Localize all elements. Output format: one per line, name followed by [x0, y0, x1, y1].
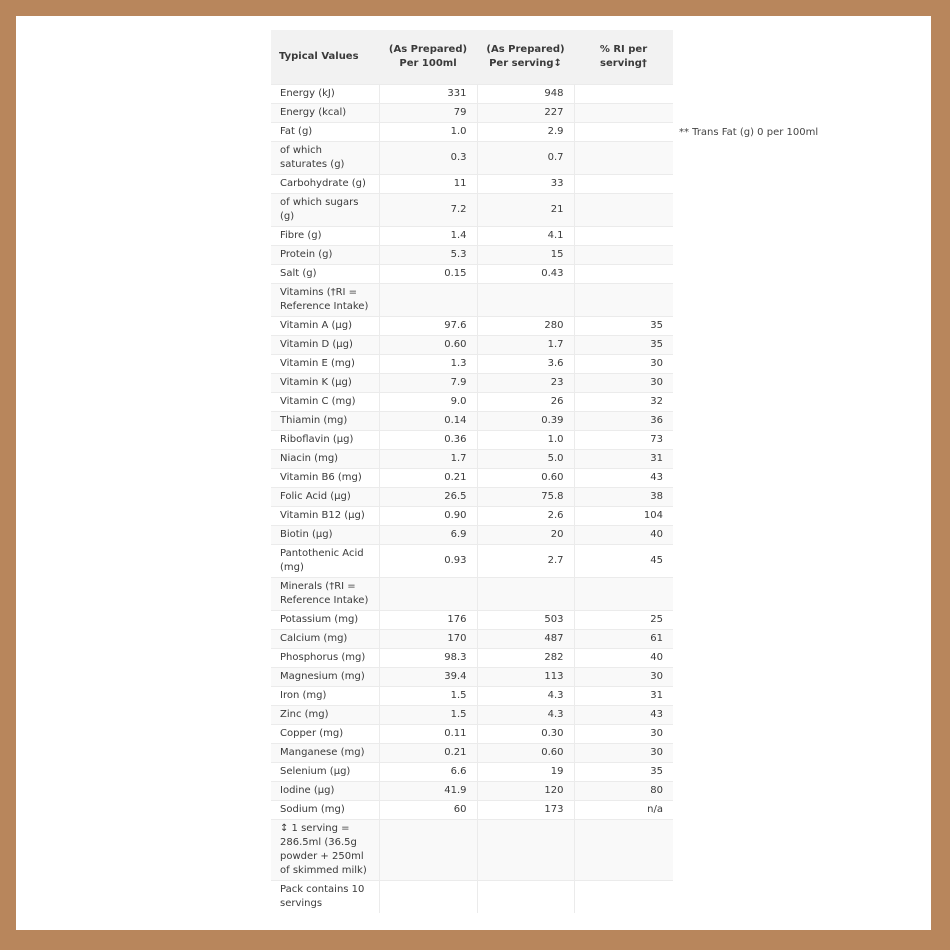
table-row: [271, 488, 673, 507]
ri-percent-value: 43: [574, 706, 673, 725]
table-row: [271, 85, 673, 104]
nutrient-label: Calcium (mg): [271, 630, 379, 649]
nutrient-label: Vitamin K (µg): [271, 374, 379, 393]
nutrient-label: Iodine (µg): [271, 782, 379, 801]
table-row: [271, 687, 673, 706]
per-100ml-value: [379, 284, 477, 317]
per-100ml-value: 176: [379, 611, 477, 630]
ri-percent-value: [574, 578, 673, 611]
nutrient-label: Minerals (†RI = Reference Intake): [271, 578, 379, 611]
table-row: [271, 706, 673, 725]
table-row: [271, 393, 673, 412]
per-100ml-value: 0.21: [379, 744, 477, 763]
per-serving-value: 948: [477, 85, 574, 104]
per-100ml-value: 0.36: [379, 431, 477, 450]
nutrient-label: Fat (g): [271, 123, 379, 142]
nutrient-label: Copper (mg): [271, 725, 379, 744]
nutrient-label: Thiamin (mg): [271, 412, 379, 431]
per-serving-value: 3.6: [477, 355, 574, 374]
ri-percent-value: 30: [574, 725, 673, 744]
table-row: [271, 782, 673, 801]
per-serving-value: 0.60: [477, 744, 574, 763]
table-row: [271, 431, 673, 450]
ri-percent-value: [574, 246, 673, 265]
table-row: [271, 227, 673, 246]
table-row: [271, 611, 673, 630]
per-serving-value: 23: [477, 374, 574, 393]
per-serving-value: 2.9: [477, 123, 574, 142]
ri-percent-value: [574, 227, 673, 246]
table-row: [271, 246, 673, 265]
ri-percent-value: 30: [574, 374, 673, 393]
nutrition-table-body: [271, 85, 673, 914]
ri-percent-value: 36: [574, 412, 673, 431]
ri-percent-value: 45: [574, 545, 673, 578]
per-serving-value: 2.7: [477, 545, 574, 578]
ri-percent-value: 31: [574, 687, 673, 706]
nutrient-label: Niacin (mg): [271, 450, 379, 469]
ri-percent-value: [574, 104, 673, 123]
per-100ml-value: 39.4: [379, 668, 477, 687]
per-serving-value: 19: [477, 763, 574, 782]
nutrient-label: Vitamin E (mg): [271, 355, 379, 374]
ri-percent-value: n/a: [574, 801, 673, 820]
nutrient-label: Zinc (mg): [271, 706, 379, 725]
per-100ml-value: 0.3: [379, 142, 477, 175]
per-100ml-value: 98.3: [379, 649, 477, 668]
per-100ml-value: 1.5: [379, 706, 477, 725]
per-100ml-value: 1.3: [379, 355, 477, 374]
ri-percent-value: 61: [574, 630, 673, 649]
nutrient-label: Phosphorus (mg): [271, 649, 379, 668]
header-per-100ml: (As Prepared) Per 100ml: [379, 30, 477, 85]
table-row: [271, 630, 673, 649]
per-serving-value: 26: [477, 393, 574, 412]
per-100ml-value: 331: [379, 85, 477, 104]
page-canvas: [16, 16, 931, 930]
nutrient-label: Pantothenic Acid (mg): [271, 545, 379, 578]
nutrient-label: Folic Acid (µg): [271, 488, 379, 507]
per-serving-value: 75.8: [477, 488, 574, 507]
ri-percent-value: 31: [574, 450, 673, 469]
per-100ml-value: 41.9: [379, 782, 477, 801]
per-100ml-value: 79: [379, 104, 477, 123]
per-100ml-value: 0.90: [379, 507, 477, 526]
per-serving-value: 0.60: [477, 469, 574, 488]
per-100ml-value: 1.7: [379, 450, 477, 469]
nutrient-label: Biotin (µg): [271, 526, 379, 545]
per-100ml-value: 0.15: [379, 265, 477, 284]
per-serving-value: 120: [477, 782, 574, 801]
per-100ml-value: 9.0: [379, 393, 477, 412]
table-row: [271, 668, 673, 687]
nutrient-label: Vitamin D (µg): [271, 336, 379, 355]
table-row: [271, 317, 673, 336]
per-100ml-value: 0.60: [379, 336, 477, 355]
table-row: [271, 175, 673, 194]
per-100ml-value: 11: [379, 175, 477, 194]
per-serving-value: 0.30: [477, 725, 574, 744]
table-row: [271, 526, 673, 545]
table-row: [271, 725, 673, 744]
nutrient-label: Vitamin A (µg): [271, 317, 379, 336]
per-serving-value: 113: [477, 668, 574, 687]
ri-percent-value: [574, 194, 673, 227]
nutrient-label: Magnesium (mg): [271, 668, 379, 687]
ri-percent-value: 43: [574, 469, 673, 488]
table-row: [271, 545, 673, 578]
per-serving-value: 1.7: [477, 336, 574, 355]
header-ri-per-serving: % RI per serving†: [574, 30, 673, 85]
per-serving-value: 5.0: [477, 450, 574, 469]
per-100ml-value: 6.6: [379, 763, 477, 782]
per-100ml-value: 7.9: [379, 374, 477, 393]
ri-percent-value: [574, 142, 673, 175]
nutrient-label: Fibre (g): [271, 227, 379, 246]
nutrient-label: Iron (mg): [271, 687, 379, 706]
per-serving-value: 20: [477, 526, 574, 545]
nutrient-label: Vitamin B12 (µg): [271, 507, 379, 526]
ri-percent-value: 38: [574, 488, 673, 507]
ri-percent-value: 73: [574, 431, 673, 450]
nutrient-label: Selenium (µg): [271, 763, 379, 782]
ri-percent-value: 35: [574, 336, 673, 355]
per-serving-value: 282: [477, 649, 574, 668]
per-serving-value: 280: [477, 317, 574, 336]
nutrient-label: Vitamin B6 (mg): [271, 469, 379, 488]
table-row: [271, 649, 673, 668]
header-per-serving: (As Prepared) Per serving↕: [477, 30, 574, 85]
per-serving-value: 0.7: [477, 142, 574, 175]
nutrient-label: Salt (g): [271, 265, 379, 284]
table-row: [271, 763, 673, 782]
header-typical-values: Typical Values: [271, 30, 379, 85]
per-serving-value: 173: [477, 801, 574, 820]
per-100ml-value: 0.21: [379, 469, 477, 488]
per-serving-value: [477, 284, 574, 317]
ri-percent-value: 40: [574, 649, 673, 668]
ri-percent-value: [574, 85, 673, 104]
ri-percent-value: [574, 175, 673, 194]
table-row: [271, 469, 673, 488]
nutrient-label: Energy (kcal): [271, 104, 379, 123]
per-serving-value: 2.6: [477, 507, 574, 526]
table-row: [271, 284, 673, 317]
nutrient-label: of which saturates (g): [271, 142, 379, 175]
ri-percent-value: 80: [574, 782, 673, 801]
nutrient-label: Vitamin C (mg): [271, 393, 379, 412]
nutrient-label: Carbohydrate (g): [271, 175, 379, 194]
ri-percent-value: 35: [574, 763, 673, 782]
ri-percent-value: 32: [574, 393, 673, 412]
per-serving-value: 21: [477, 194, 574, 227]
table-row: [271, 744, 673, 763]
per-serving-value: [477, 820, 574, 881]
table-row: [271, 355, 673, 374]
table-row: [271, 194, 673, 227]
per-serving-value: 33: [477, 175, 574, 194]
per-100ml-value: 0.11: [379, 725, 477, 744]
per-100ml-value: [379, 881, 477, 914]
nutrient-label: Vitamins (†RI = Reference Intake): [271, 284, 379, 317]
table-row: [271, 265, 673, 284]
per-100ml-value: 26.5: [379, 488, 477, 507]
per-100ml-value: 1.5: [379, 687, 477, 706]
table-header-row: [271, 30, 673, 85]
per-serving-value: 487: [477, 630, 574, 649]
per-100ml-value: 1.4: [379, 227, 477, 246]
nutrient-label: Manganese (mg): [271, 744, 379, 763]
nutrient-label: Potassium (mg): [271, 611, 379, 630]
table-row: [271, 412, 673, 431]
per-100ml-value: 7.2: [379, 194, 477, 227]
table-row: [271, 374, 673, 393]
ri-percent-value: [574, 881, 673, 914]
ri-percent-value: 104: [574, 507, 673, 526]
ri-percent-value: [574, 265, 673, 284]
table-row: [271, 578, 673, 611]
table-row: [271, 142, 673, 175]
per-serving-value: 0.39: [477, 412, 574, 431]
per-100ml-value: 0.93: [379, 545, 477, 578]
per-100ml-value: 0.14: [379, 412, 477, 431]
per-100ml-value: [379, 578, 477, 611]
per-100ml-value: 97.6: [379, 317, 477, 336]
table-row: [271, 801, 673, 820]
per-serving-value: 1.0: [477, 431, 574, 450]
table-row: [271, 881, 673, 914]
per-100ml-value: 60: [379, 801, 477, 820]
table-row: [271, 507, 673, 526]
ri-percent-value: 30: [574, 355, 673, 374]
ri-percent-value: 25: [574, 611, 673, 630]
per-100ml-value: 1.0: [379, 123, 477, 142]
table-row: [271, 336, 673, 355]
nutrient-label: Pack contains 10 servings: [271, 881, 379, 914]
ri-percent-value: 40: [574, 526, 673, 545]
table-row: [271, 820, 673, 881]
ri-percent-value: [574, 123, 673, 142]
nutrient-label: of which sugars (g): [271, 194, 379, 227]
nutrient-label: ↕ 1 serving = 286.5ml (36.5g powder + 250ml of skimmed milk): [271, 820, 379, 881]
nutrition-table: [271, 30, 673, 913]
ri-percent-value: [574, 820, 673, 881]
per-serving-value: [477, 881, 574, 914]
per-serving-value: 0.43: [477, 265, 574, 284]
per-serving-value: 4.1: [477, 227, 574, 246]
per-100ml-value: 6.9: [379, 526, 477, 545]
nutrient-label: Sodium (mg): [271, 801, 379, 820]
trans-fat-note: ** Trans Fat (g) 0 per 100ml: [679, 127, 819, 138]
nutrient-label: Protein (g): [271, 246, 379, 265]
per-serving-value: 15: [477, 246, 574, 265]
table-row: [271, 123, 673, 142]
per-100ml-value: 5.3: [379, 246, 477, 265]
nutrient-label: Riboflavin (µg): [271, 431, 379, 450]
per-100ml-value: [379, 820, 477, 881]
per-serving-value: 227: [477, 104, 574, 123]
per-100ml-value: 170: [379, 630, 477, 649]
table-row: [271, 104, 673, 123]
ri-percent-value: 30: [574, 744, 673, 763]
ri-percent-value: 30: [574, 668, 673, 687]
ri-percent-value: 35: [574, 317, 673, 336]
nutrient-label: Energy (kJ): [271, 85, 379, 104]
per-serving-value: 503: [477, 611, 574, 630]
per-serving-value: 4.3: [477, 706, 574, 725]
per-serving-value: 4.3: [477, 687, 574, 706]
table-row: [271, 450, 673, 469]
ri-percent-value: [574, 284, 673, 317]
per-serving-value: [477, 578, 574, 611]
